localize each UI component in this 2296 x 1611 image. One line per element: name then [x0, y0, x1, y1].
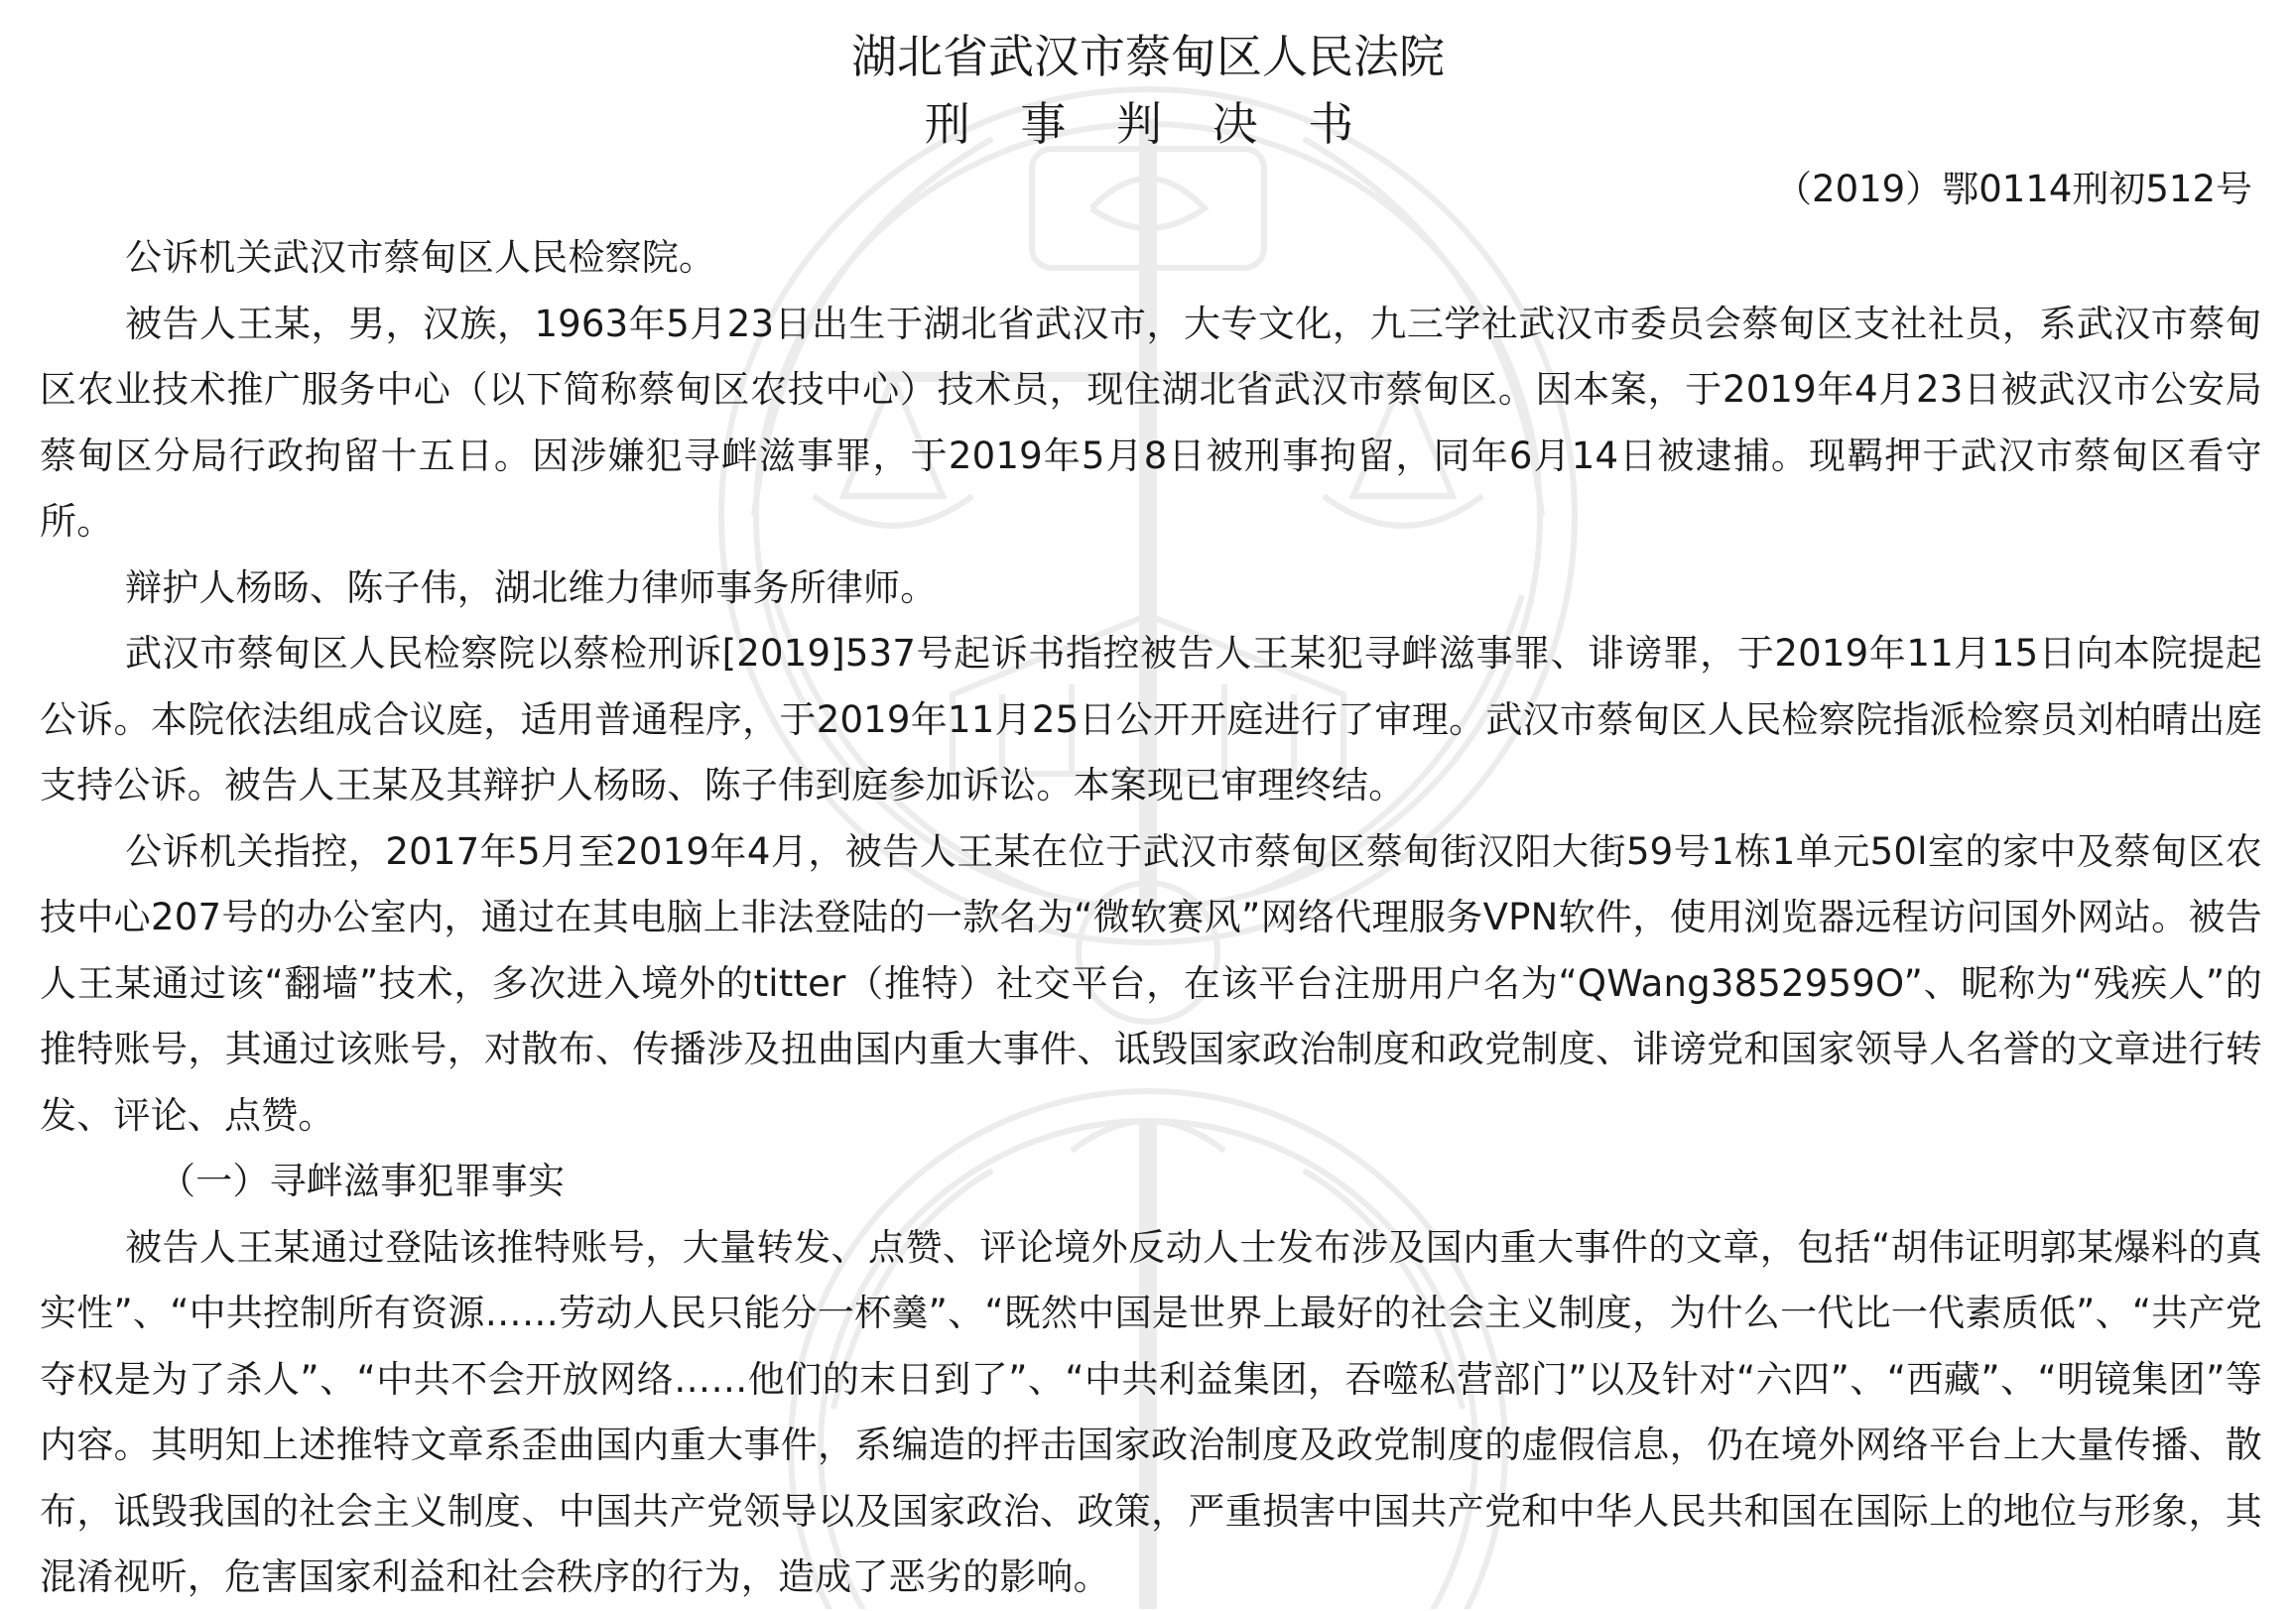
case-number: （2019）鄂0114刑初512号 [1775, 168, 2252, 210]
section-heading: （一）寻衅滋事犯罪事实 [159, 1160, 566, 1202]
paragraph-defendant: 被告人王某，男，汉族，1963年5月23日出生于湖北省武汉市，大专文化，九三学社武汉市委员会蔡甸区支社社员，系武汉市蔡甸区农业技术推广服务中心（以下简称蔡甸区农技中心）技术员，现住湖北省武汉市蔡甸区。因本案，于2019年4月23日被武汉市公安局蔡甸区分局行政拘留十五日。因涉嫌犯寻衅滋事罪，于2019年5月8日被刑事拘留，同年6月14日被逮捕。现羁押于武汉市蔡甸区看守所。 [40, 302, 2262, 543]
paragraph-procedure: 武汉市蔡甸区人民检察院以蔡检刑诉[2019]537号起诉书指控被告人王某犯寻衅滋事罪、诽谤罪，于2019年11月15日向本院提起公诉。本院依法组成合议庭，适用普通程序，于2019年11月25日公开开庭进行了审理。武汉市蔡甸区人民检察院指派检察员刘柏晴出庭支持公诉。被告人王某及其辩护人杨旸、陈子伟到庭参加诉讼。本案现已审理终结。 [40, 632, 2262, 806]
paragraph-defense-counsel: 辩护人杨旸、陈子伟，湖北维力律师事务所律师。 [125, 565, 938, 609]
paragraph-facts: 被告人王某通过登陆该推特账号，大量转发、点赞、评论境外反动人士发布涉及国内重大事件的文章，包括“胡伟证明郭某爆料的真实性”、“中共控制所有资源……劳动人民只能分一杯羹”、“既然中国是世界上最好的社会主义制度，为什么一代比一代素质低”、“共产党夺权是为了杀人”、“中共不会开放网络……他们的末日到了”、“中共利益集团，吞噬私营部门”以及针对“六四”、“西藏”、“明镜集团”等内容。其明知上述推特文章系歪曲国内重大事件，系编造的抨击国家政治制度及政党制度的虚假信息，仍在境外网络平台上大量传播、散布，诋毁我国的社会主义制度、中国共产党领导以及国家政治、政策，严重损害中国共产党和中华人民共和国在国际上的地位与形象，其混淆视听，危害国家利益和社会秩序的行为，造成了恶劣的影响。 [40, 1225, 2262, 1598]
document-title: 刑 事 判 决 书 [924, 97, 1372, 151]
paragraph-charges: 公诉机关指控，2017年5月至2019年4月，被告人王某在位于武汉市蔡甸区蔡甸街汉阳大街59号1栋1单元50l室的家中及蔡甸区农技中心207号的办公室内，通过在其电脑上非法登陆的一款名为“微软赛风”网络代理服务VPN软件，使用浏览器远程访问国外网站。被告人王某通过该“翻墙”技术，多次进入境外的titter（推特）社交平台，在该平台注册用户名为“QWang3852959O”、昵称为“残疾人”的推特账号，其通过该账号，对散布、传播涉及扭曲国内重大事件、诋毁国家政治制度和政党制度、诽谤党和国家领导人名誉的文章进行转发、评论、点赞。 [40, 829, 2262, 1137]
document-body [40, 225, 2262, 1611]
paragraph-prosecutor: 公诉机关武汉市蔡甸区人民检察院。 [125, 236, 716, 279]
court-name: 湖北省武汉市蔡甸区人民法院 [851, 30, 1445, 83]
